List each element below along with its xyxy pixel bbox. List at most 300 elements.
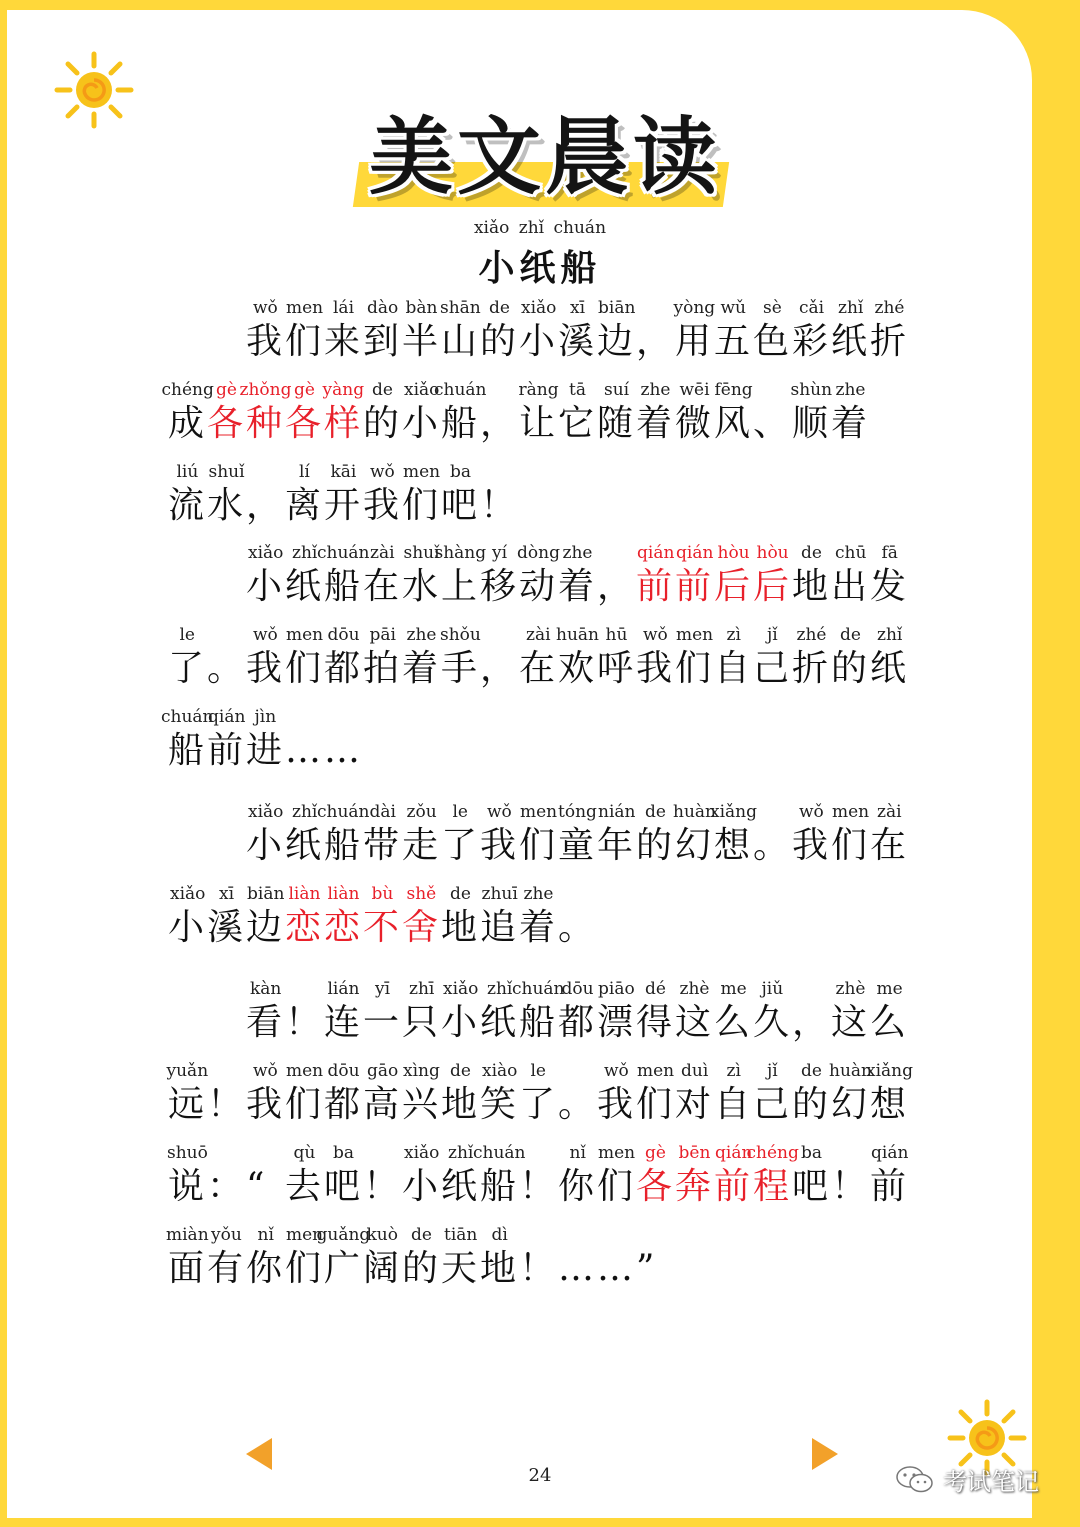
story-char: 船 <box>168 730 205 771</box>
pinyin-syllable: de <box>450 1061 471 1081</box>
story-char: 前 <box>636 566 673 607</box>
pinyin-syllable: dōu <box>561 979 594 999</box>
pinyin-syllable: zhǒng <box>239 380 292 400</box>
story-char: 的 <box>363 403 400 444</box>
story-char: 前 <box>207 730 244 771</box>
pinyin-syllable: xiǎo <box>170 884 206 904</box>
story-char: 水 <box>402 566 439 607</box>
pinyin-syllable: xiǎo <box>248 543 284 563</box>
pinyin-syllable: zhī <box>409 979 435 999</box>
story-char: 纸 <box>831 321 868 362</box>
pinyin-syllable: men <box>286 625 324 645</box>
story-char: 到 <box>363 321 400 362</box>
pinyin-syllable: gāo <box>367 1061 399 1081</box>
pinyin-syllable: yuǎn <box>166 1061 209 1081</box>
story-char: 地 <box>441 1084 478 1125</box>
story-char: 有 <box>207 1248 244 1289</box>
story-char: 了 <box>519 1084 556 1125</box>
story-char: 们 <box>831 825 868 866</box>
pinyin-syllable: le <box>179 625 195 645</box>
story-char: 我 <box>792 825 829 866</box>
story-char: 着 <box>558 566 595 607</box>
story-char: 纸 <box>285 825 322 866</box>
pinyin-syllable: ràng <box>518 380 559 400</box>
story-char: 想 <box>714 825 751 866</box>
story-char: 我 <box>636 648 673 689</box>
pinyin-syllable: zhǐ <box>292 543 318 563</box>
story-char: 己 <box>753 1084 790 1125</box>
story-char: 小 <box>441 1002 478 1043</box>
story-char: 么 <box>870 1002 907 1043</box>
pinyin-syllable: dào <box>367 298 399 318</box>
story-char: … <box>324 730 360 771</box>
story-char: 追 <box>480 907 517 948</box>
story-char: 船 <box>324 566 361 607</box>
pinyin-syllable: yǒu <box>211 1225 242 1245</box>
pinyin-syllable: hòu <box>756 543 789 563</box>
pinyin-syllable: zhuī <box>481 884 518 904</box>
pinyin-syllable: chuán <box>512 979 565 999</box>
pinyin-syllable: wǒ <box>370 462 395 482</box>
story-char: 恋 <box>324 907 361 948</box>
story-char: 奔 <box>675 1166 712 1207</box>
pinyin-syllable: chū <box>835 543 867 563</box>
pinyin-syllable: lái <box>333 298 355 318</box>
story-char: 手 <box>441 648 478 689</box>
pinyin-syllable: ba <box>801 1143 823 1163</box>
story-char: 半 <box>402 321 439 362</box>
pinyin-syllable: de <box>801 543 822 563</box>
pinyin-syllable: huàn <box>829 1061 872 1081</box>
story-char: 们 <box>597 1166 634 1207</box>
story-char: 你 <box>558 1166 595 1207</box>
story-char: 前 <box>675 566 712 607</box>
pinyin-syllable: qián <box>637 543 675 563</box>
pinyin-syllable: gè <box>294 380 315 400</box>
pinyin-syllable: chuán <box>434 380 487 400</box>
story-char: 成 <box>168 403 205 444</box>
story-char: 恋 <box>285 907 322 948</box>
pinyin-syllable: zhé <box>796 625 827 645</box>
pinyin-syllable: zì <box>726 1061 741 1081</box>
story-char: 种 <box>246 403 283 444</box>
pinyin-syllable: dōu <box>327 1061 360 1081</box>
story-char: 拍 <box>363 648 400 689</box>
story-char: 面 <box>168 1248 205 1289</box>
pinyin-syllable: zhǐ <box>877 625 903 645</box>
pinyin-syllable: biān <box>598 298 636 318</box>
pinyin-syllable: dòng <box>517 543 560 563</box>
story-char: 顺 <box>792 403 829 444</box>
pinyin-syllable: zhè <box>679 979 710 999</box>
story-char: 开 <box>324 485 361 526</box>
story-char: 们 <box>402 485 439 526</box>
story-char: 各 <box>285 403 322 444</box>
pinyin-syllable: liú <box>176 462 199 482</box>
story-char: 们 <box>285 648 322 689</box>
pinyin-syllable: liàn <box>327 884 360 904</box>
story-char: 边 <box>597 321 634 362</box>
pinyin-syllable: me <box>720 979 747 999</box>
pinyin-syllable: xiǎo <box>404 380 440 400</box>
pinyin-syllable: chéng <box>161 380 214 400</box>
pinyin-syllable: wǒ <box>799 802 824 822</box>
story-char: 吧 <box>792 1166 829 1207</box>
story-char: 小 <box>246 825 283 866</box>
story-char: 溪 <box>558 321 595 362</box>
story-char: 着 <box>636 403 673 444</box>
pinyin-syllable: de <box>840 625 861 645</box>
story-char: … <box>285 730 321 771</box>
story-char: 折 <box>870 321 907 362</box>
pinyin-syllable: miàn <box>166 1225 209 1245</box>
pinyin-syllable: dài <box>369 802 396 822</box>
story-char: 自 <box>714 1084 751 1125</box>
story-char: 小 <box>402 403 439 444</box>
pinyin-syllable: wǔ <box>720 298 746 318</box>
story-char: 想 <box>870 1084 907 1125</box>
pinyin-syllable: men <box>676 625 714 645</box>
pinyin-syllable: sè <box>763 298 782 318</box>
story-char: 们 <box>285 1248 322 1289</box>
pinyin-syllable: tā <box>569 380 586 400</box>
pinyin-syllable: tóng <box>558 802 597 822</box>
pinyin-syllable: huān <box>556 625 599 645</box>
story-char: … <box>597 1248 633 1289</box>
story-char: ！ <box>519 1166 556 1207</box>
story-char: 纸 <box>285 566 322 607</box>
pinyin-syllable: nǐ <box>569 1143 586 1163</box>
pinyin-syllable: shuō <box>167 1143 208 1163</box>
story-char: 上 <box>441 566 478 607</box>
pinyin-syllable: shě <box>406 884 437 904</box>
story-char: 欢 <box>558 648 595 689</box>
story-char: 移 <box>480 566 517 607</box>
story-char: 彩 <box>792 321 829 362</box>
story-char: ” <box>636 1248 655 1289</box>
story-char: 你 <box>246 1248 283 1289</box>
pinyin-syllable: zhǐ <box>487 979 513 999</box>
story-char: 用 <box>675 321 712 362</box>
pinyin-syllable: qián <box>208 707 246 727</box>
pinyin-syllable: xiǎo <box>248 802 284 822</box>
story-char: 在 <box>519 648 556 689</box>
pinyin-syllable: le <box>530 1061 546 1081</box>
pinyin-syllable: xī <box>570 298 586 318</box>
pinyin-syllable: shǒu <box>440 625 481 645</box>
story-char: 水 <box>207 485 244 526</box>
pinyin-syllable: xiǎo <box>521 298 557 318</box>
pinyin-syllable: xiǎo <box>404 1143 440 1163</box>
story-title-pinyin: xiǎo zhǐ chuán <box>473 218 607 238</box>
pinyin-syllable: men <box>286 1061 324 1081</box>
pinyin-syllable: qù <box>293 1143 316 1163</box>
pinyin-syllable: jǐ <box>767 625 778 645</box>
pinyin-syllable: lián <box>327 979 360 999</box>
story-char: 吧 <box>441 485 478 526</box>
pinyin-syllable: xiǎng <box>866 1061 913 1081</box>
story-char: 着 <box>519 907 556 948</box>
watermark <box>895 1462 1039 1497</box>
story-char: 连 <box>324 1002 361 1043</box>
pinyin-syllable: chuán <box>161 707 214 727</box>
story-char: 着 <box>402 648 439 689</box>
story-char: 一 <box>363 1002 400 1043</box>
pinyin-syllable: zài <box>526 625 551 645</box>
pinyin-syllable: zhe <box>523 884 554 904</box>
pinyin-syllable: zhè <box>835 979 866 999</box>
story-char: 我 <box>597 1084 634 1125</box>
story-char: 笑 <box>480 1084 517 1125</box>
story-char: 天 <box>441 1248 478 1289</box>
pinyin-syllable: kāi <box>330 462 357 482</box>
story-char: 微 <box>675 403 712 444</box>
story-char: ， <box>597 566 634 607</box>
pinyin-syllable: de <box>372 380 393 400</box>
story-char: 动 <box>519 566 556 607</box>
pinyin-syllable: zǒu <box>406 802 437 822</box>
pinyin-syllable: bàn <box>405 298 438 318</box>
story-char: 地 <box>480 1248 517 1289</box>
story-char: 小 <box>519 321 556 362</box>
pinyin-syllable: dōu <box>327 625 360 645</box>
story-char: 兴 <box>402 1084 439 1125</box>
story-char: 了 <box>168 648 205 689</box>
pinyin-syllable: xiào <box>482 1061 518 1081</box>
story-char: 走 <box>402 825 439 866</box>
pinyin-syllable: men <box>520 802 558 822</box>
story-char: 广 <box>324 1248 361 1289</box>
story-char: “ <box>246 1166 265 1207</box>
story-char: 色 <box>753 321 790 362</box>
pinyin-syllable: men <box>403 462 441 482</box>
pinyin-syllable: suí <box>604 380 630 400</box>
pinyin-syllable: men <box>286 298 324 318</box>
pinyin-syllable: wǒ <box>253 1061 278 1081</box>
story-char: 的 <box>480 321 517 362</box>
story-char: 后 <box>714 566 751 607</box>
story-char: 船 <box>324 825 361 866</box>
story-char: 。 <box>558 1084 595 1125</box>
story-char: 山 <box>441 321 478 362</box>
pinyin-syllable: de <box>801 1061 822 1081</box>
pinyin-syllable: nián <box>598 802 636 822</box>
pinyin-syllable: le <box>452 802 468 822</box>
pinyin-syllable: zhe <box>406 625 437 645</box>
story-char: 呼 <box>597 648 634 689</box>
story-char: 这 <box>675 1002 712 1043</box>
story-char: 远 <box>168 1084 205 1125</box>
story-char: 在 <box>870 825 907 866</box>
story-char: ， <box>246 485 283 526</box>
story-char: 的 <box>792 1084 829 1125</box>
pinyin-syllable: qián <box>676 543 714 563</box>
story-char: 了 <box>441 825 478 866</box>
story-char: 说 <box>168 1166 205 1207</box>
story-char: 前 <box>870 1166 907 1207</box>
title-banner <box>350 90 740 215</box>
story-char: 的 <box>402 1248 439 1289</box>
story-char: 幻 <box>831 1084 868 1125</box>
pinyin-syllable: gè <box>216 380 237 400</box>
pinyin-syllable: ba <box>333 1143 355 1163</box>
pinyin-syllable: chuán <box>317 543 370 563</box>
story-char: 们 <box>285 1084 322 1125</box>
pinyin-syllable: de <box>450 884 471 904</box>
story-char: 我 <box>246 1084 283 1125</box>
pinyin-syllable: xī <box>219 884 235 904</box>
pinyin-syllable: tiān <box>444 1225 478 1245</box>
story-char: 不 <box>363 907 400 948</box>
wechat-icon <box>895 1464 935 1496</box>
story-char: 小 <box>168 907 205 948</box>
story-char: 都 <box>558 1002 595 1043</box>
pinyin-syllable: liàn <box>288 884 321 904</box>
pinyin-syllable: kuò <box>366 1225 398 1245</box>
pinyin-syllable: yòng <box>673 298 716 318</box>
story-char: 纸 <box>870 648 907 689</box>
story-char: 自 <box>714 648 751 689</box>
story-char: 流 <box>168 485 205 526</box>
story-char: 漂 <box>597 1002 634 1043</box>
pinyin-syllable: jiǔ <box>761 979 784 999</box>
pinyin-syllable: jǐ <box>767 1061 778 1081</box>
story-char: … <box>558 1248 594 1289</box>
story-char: 船 <box>441 403 478 444</box>
story-char: 地 <box>792 566 829 607</box>
pinyin-syllable: dé <box>645 979 666 999</box>
pinyin-syllable: men <box>637 1061 675 1081</box>
pinyin-syllable: lí <box>299 462 310 482</box>
story-char: 在 <box>363 566 400 607</box>
story-char: ， <box>480 648 517 689</box>
story-char: 。 <box>207 648 244 689</box>
pinyin-syllable: men <box>832 802 870 822</box>
story-char: 。 <box>558 907 595 948</box>
story-char: 地 <box>441 907 478 948</box>
pinyin-syllable: zhǐ <box>448 1143 474 1163</box>
story-char: 船 <box>519 1002 556 1043</box>
story-char: 边 <box>246 907 283 948</box>
pinyin-syllable: qián <box>715 1143 753 1163</box>
story-char: ！ <box>363 1166 400 1207</box>
story-char: 出 <box>831 566 868 607</box>
sun-icon <box>52 50 136 130</box>
pinyin-syllable: hū <box>605 625 628 645</box>
story-char: 去 <box>285 1166 322 1207</box>
pinyin-syllable: wǒ <box>604 1061 629 1081</box>
story-char: 得 <box>636 1002 673 1043</box>
story-char: ！ <box>285 1002 322 1043</box>
pinyin-syllable: shuǐ <box>403 543 440 563</box>
pinyin-syllable: pāi <box>369 625 396 645</box>
page-title: 美文晨读 <box>368 108 721 206</box>
story-char: 对 <box>675 1084 712 1125</box>
story-char: 这 <box>831 1002 868 1043</box>
story-char: 后 <box>753 566 790 607</box>
story-char: ： <box>207 1166 244 1207</box>
pinyin-syllable: kàn <box>250 979 282 999</box>
story-char: ！ <box>831 1166 868 1207</box>
story-char: 折 <box>792 648 829 689</box>
story-char: 舍 <box>402 907 439 948</box>
story-char: 风 <box>714 403 751 444</box>
pinyin-syllable: chuán <box>473 1143 526 1163</box>
story-char: ， <box>480 403 517 444</box>
story-char: 阔 <box>363 1248 400 1289</box>
pinyin-syllable: piāo <box>598 979 635 999</box>
story-char: 年 <box>597 825 634 866</box>
pinyin-syllable: zì <box>726 625 741 645</box>
story-char: 久 <box>753 1002 790 1043</box>
pinyin-syllable: shuǐ <box>208 462 245 482</box>
story-char: ！ <box>480 485 517 526</box>
pinyin-syllable: wǒ <box>253 625 278 645</box>
story-char: 童 <box>558 825 595 866</box>
story-char: 我 <box>246 321 283 362</box>
story-char: 各 <box>207 403 244 444</box>
pinyin-syllable: bù <box>371 884 394 904</box>
story-char: 随 <box>597 403 634 444</box>
story-char: 们 <box>519 825 556 866</box>
story-char: 前 <box>714 1166 751 1207</box>
pinyin-syllable: de <box>411 1225 432 1245</box>
pinyin-syllable: xìng <box>403 1061 440 1081</box>
pinyin-syllable: shàng <box>434 543 487 563</box>
story-char: 幻 <box>675 825 712 866</box>
story-title: 小纸船 <box>478 248 602 289</box>
story-char: 五 <box>714 321 751 362</box>
story-char: 船 <box>480 1166 517 1207</box>
pinyin-syllable: yàng <box>322 380 365 400</box>
story-char: 溪 <box>207 907 244 948</box>
pinyin-syllable: wǒ <box>487 802 512 822</box>
pinyin-syllable: wēi <box>679 380 710 400</box>
story-char: 小 <box>246 566 283 607</box>
story-char: 己 <box>753 648 790 689</box>
pinyin-syllable: zài <box>370 543 395 563</box>
story-char: 们 <box>285 321 322 362</box>
pinyin-syllable: shùn <box>790 380 833 400</box>
story-char: 只 <box>402 1002 439 1043</box>
story-char: 纸 <box>480 1002 517 1043</box>
story-char: 来 <box>324 321 361 362</box>
story-char: 发 <box>870 566 907 607</box>
pinyin-syllable: zhé <box>874 298 905 318</box>
story-char: 看 <box>246 1002 283 1043</box>
pinyin-syllable: zhe <box>835 380 866 400</box>
pinyin-syllable: hòu <box>717 543 750 563</box>
story-char: 都 <box>324 1084 361 1125</box>
story-char: 让 <box>519 403 556 444</box>
pinyin-syllable: men <box>286 1225 324 1245</box>
story-char: 离 <box>285 485 322 526</box>
story-char: 小 <box>402 1166 439 1207</box>
story-char: ！ <box>519 1248 556 1289</box>
story-char: 的 <box>831 648 868 689</box>
pinyin-syllable: nǐ <box>257 1225 274 1245</box>
pinyin-syllable: zhe <box>562 543 593 563</box>
pinyin-syllable: yī <box>375 979 391 999</box>
story-char: 吧 <box>324 1166 361 1207</box>
story-char: 纸 <box>441 1166 478 1207</box>
pinyin-syllable: xiǎo <box>443 979 479 999</box>
pinyin-syllable: jìn <box>254 707 277 727</box>
pinyin-syllable: men <box>598 1143 636 1163</box>
pinyin-syllable: zhe <box>640 380 671 400</box>
pinyin-syllable: me <box>876 979 903 999</box>
story-char: 我 <box>480 825 517 866</box>
